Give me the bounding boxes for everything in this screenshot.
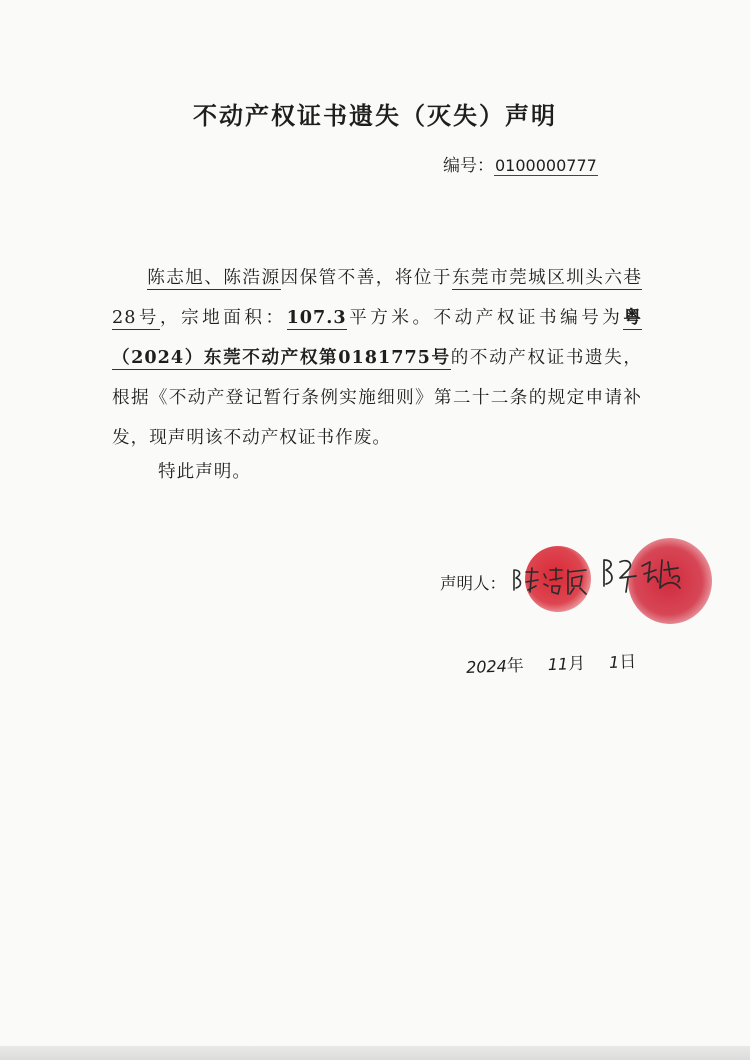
date-month-unit: 月 xyxy=(567,653,586,675)
signature-2 xyxy=(598,552,688,600)
document-number-value: 0100000777 xyxy=(495,156,597,175)
scan-edge xyxy=(0,1046,750,1060)
date-month: 11 xyxy=(547,654,569,675)
declaration-paragraph xyxy=(112,258,642,458)
date-day: 1 xyxy=(608,652,620,672)
closing-statement: 特此声明。 xyxy=(158,462,251,482)
property-address: 东莞市莞城区圳头六巷28号 xyxy=(112,268,642,328)
land-area: 107.3 xyxy=(286,307,347,328)
body-text-1: 因保管不善，将位于 xyxy=(280,268,452,288)
certificate-number: 粤（2024）东莞不动产权第0181775号 xyxy=(112,307,642,368)
date-year: 2024 xyxy=(465,656,508,677)
declarant-label: 声明人： xyxy=(440,574,506,593)
body-text-2: ，宗地面积： xyxy=(159,308,287,328)
date-year-unit: 年 xyxy=(506,655,525,677)
declaration-date xyxy=(466,647,637,678)
date-day-unit: 日 xyxy=(618,652,637,673)
document-number-label: 编号： xyxy=(443,156,494,176)
document-title: 不动产权证书遗失（灭失）声明 xyxy=(193,101,557,130)
body-text-4: 的不动产权证书遗失，根据《不动产登记暂行条例实施细则》第二十二条的规定申请补发，现声明该不动产权证书作废。 xyxy=(112,348,642,448)
signature-1 xyxy=(508,560,598,600)
body-text-3: 平方米。不动产权证书编号为 xyxy=(346,308,624,328)
owner-names: 陈志旭、陈浩源 xyxy=(147,268,281,288)
declaration-body xyxy=(112,258,642,458)
document-number xyxy=(443,151,598,176)
